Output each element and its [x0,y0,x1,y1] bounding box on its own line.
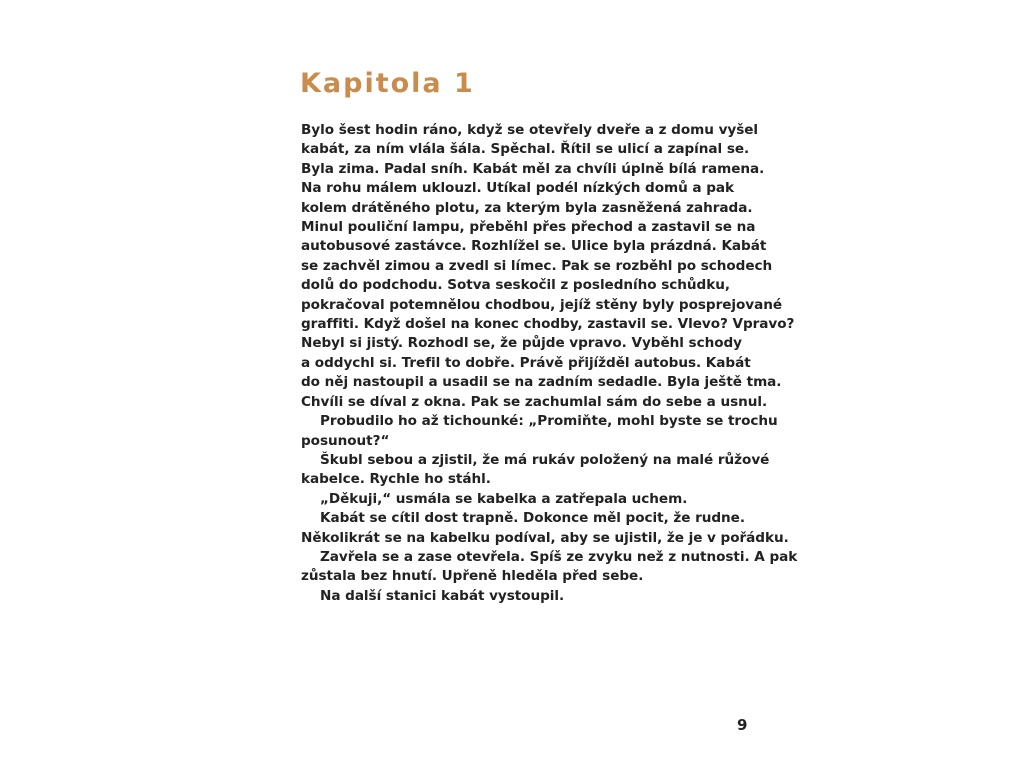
text-line: kabát, za ním vlála šála. Spěchal. Řítil se ulicí a zapínal se. [301,141,750,158]
text-line: Na další stanici kabát vystoupil. [320,587,565,604]
text-line: pokračoval potemnělou chodbou, jejíž stěny byly posprejované [301,296,783,313]
text-line: kolem drátěného plotu, za kterým byla zasněžená zahrada. [301,199,753,216]
text-line: Chvíli se díval z okna. Pak se zachumlal sám do sebe a usnul. [301,393,768,410]
page-number: 9 [737,716,748,734]
text-line: kabelce. Rychle ho stáhl. [301,471,491,488]
text-line: Škubl sebou a zjistil, že má rukáv položený na malé růžové [320,451,770,468]
text-line: zůstala bez hnutí. Upřeně hleděla před sebe. [301,568,644,585]
chapter-title: Kapitola 1 [300,68,475,99]
text-line: Kabát se cítil dost trapně. Dokonce měl pocit, že rudne. [320,510,745,527]
text-line: Několikrát se na kabelku podíval, aby se ujistil, že je v pořádku. [301,529,789,546]
text-line: Probudilo ho až tichounké: „Promiňte, mohl byste se trochu [320,413,778,430]
text-line: a oddychl si. Trefil to dobře. Právě přijížděl autobus. Kabát [301,354,751,371]
text-line: graffiti. Když došel na konec chodby, zastavil se. Vlevo? Vpravo? [301,316,795,333]
text-line: Bylo šest hodin ráno, když se otevřely dveře a z domu vyšel [301,122,759,138]
text-line: se zachvěl zimou a zvedl si límec. Pak se rozběhl po schodech [301,257,773,274]
chapter-body-text [301,121,798,606]
text-line: Nebyl si jistý. Rozhodl se, že půjde vpravo. Vyběhl schody [301,335,742,352]
text-line: Byla zima. Padal sníh. Kabát měl za chvíli úplně bílá ramena. [301,160,765,177]
text-line: do něj nastoupil a usadil se na zadním sedadle. Byla ještě tma. [301,374,782,391]
text-line: „Děkuji,“ usmála se kabelka a zatřepala uchem. [320,490,688,507]
text-line: autobusové zastávce. Rozhlížel se. Ulice byla prázdná. Kabát [301,238,767,255]
text-line: dolů do podchodu. Sotva seskočil z posledního schůdku, [301,277,730,294]
text-line: posunout?“ [301,432,390,449]
text-line: Na rohu málem uklouzl. Utíkal podél nízkých domů a pak [301,180,735,197]
text-line: Minul pouliční lampu, přeběhl přes přechod a zastavil se na [301,219,756,236]
text-line: Zavřela se a zase otevřela. Spíš ze zvyku než z nutnosti. A pak [320,548,798,565]
